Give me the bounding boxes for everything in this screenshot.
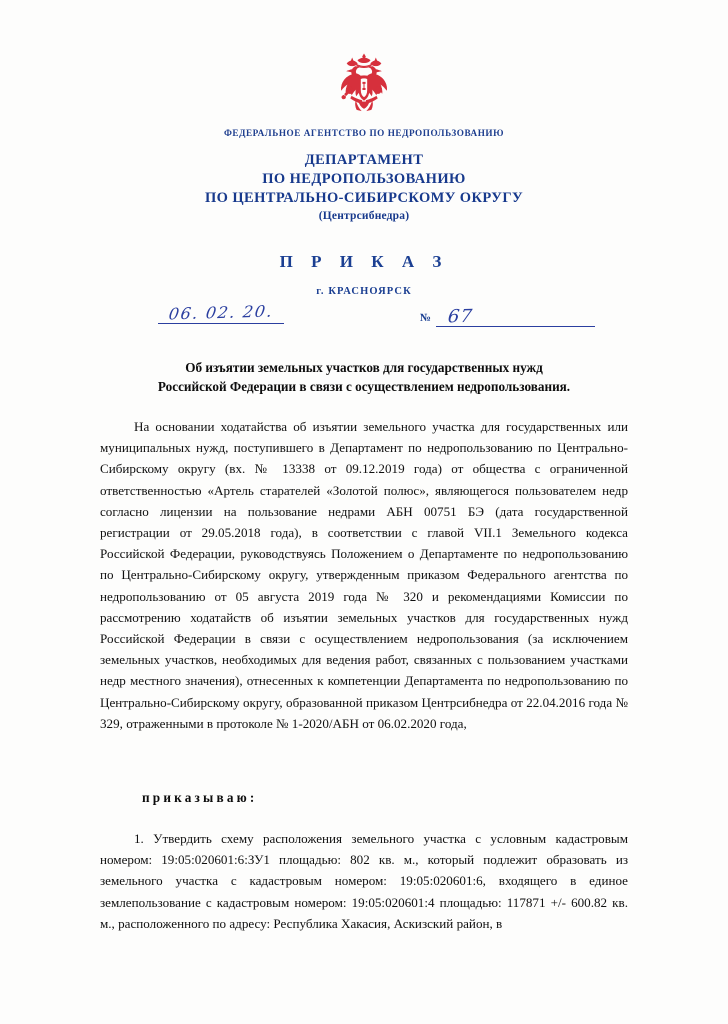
number-label: № (420, 312, 432, 324)
department-line-1: ДЕПАРТАМЕНТ (304, 152, 424, 168)
order-item-1-section (100, 828, 628, 934)
document-title (100, 358, 628, 396)
emblem-container (0, 52, 728, 124)
document-type-heading: П Р И К А З (279, 252, 449, 271)
order-keyword: приказываю: (142, 790, 258, 805)
letterhead (0, 128, 728, 225)
department-name (0, 151, 728, 225)
date-field[interactable] (158, 301, 284, 324)
number-field[interactable] (420, 307, 595, 327)
russian-coat-of-arms-icon (333, 52, 395, 124)
document-title-line-1: Об изъятии земельных участков для государственных нужд (185, 360, 543, 375)
date-handwritten-value: 06. 02. 20. (167, 301, 275, 324)
order-item-1: 1. Утвердить схему расположения земельного участка с условным кадастровым номером: 19:05:020601:6:ЗУ1 площадью: 802 кв. м., который подлежит образовать из земельного участка с кадастровым номером: 19:05:020601:6, входящего в единое землепользование с кадастровым номером: 19:05:020601:4 площадью: 117871 +/- 600.82 кв. м., расположенного по адресу: Республика Хакасия, Аскизский район, в (100, 831, 628, 931)
department-line-2: ПО НЕДРОПОЛЬЗОВАНИЮ (262, 171, 466, 188)
department-line-3: ПО ЦЕНТРАЛЬНО-СИБИРСКОМУ ОКРУГУ (204, 190, 524, 207)
city-line: г. КРАСНОЯРСК (316, 286, 412, 297)
number-handwritten-value: 67 (446, 305, 474, 328)
preamble-paragraph: На основании ходатайства об изъятии земельного участка для государственных или муниципальных нужд, поступившего в Департамент по недропользованию по Центрально-Сибирскому округу (вх. № 13338 от 09.12.2019 года) от общества с ограниченной ответственностью «Артель старателей «Золотой полюс», являющегося пользователем недр согласно лицензии на пользование недрами АБН 00751 БЭ (дата государственной регистрации от 29.05.2018 года), в соответствии с главой VII.1 Земельного кодекса Российской Федерации, руководствуясь Положением о Департаменте по недропользованию по Центрально-Сибирскому округу, утвержденным приказом Федерального агентства по недропользованию от 05 августа 2019 года № 320 и рекомендациями Комиссии по рассмотрению ходатайств об изъятии земельных участков для государственных нужд Российской Федерации в связи с осуществлением недропользования (за исключением земельных участков, необходимых для ведения работ, связанных с пользованием участками недр местного значения), отнесенных к компетенции Департамента по недропользованию по Центрально-Сибирскому округу, образованной приказом Центрсибнедра от 22.04.2016 года № 329, отраженными в протоколе № 1-2020/АБН от 06.02.2020 года, (100, 419, 628, 731)
document-title-line-2: Российской Федерации в связи с осуществлением недропользования. (157, 379, 571, 395)
agency-name: ФЕДЕРАЛЬНОЕ АГЕНТСТВО ПО НЕДРОПОЛЬЗОВАНИЮ (223, 128, 505, 138)
preamble-section (100, 416, 628, 734)
number-value-wrap (436, 307, 595, 327)
date-and-number-row (100, 301, 628, 339)
department-short-name: (Центрсибнедра) (318, 210, 410, 223)
